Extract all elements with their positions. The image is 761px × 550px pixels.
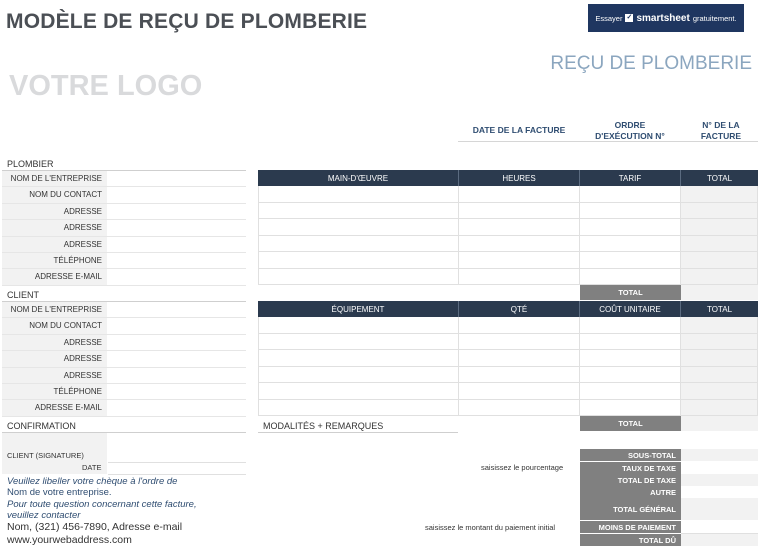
plumber-field-label: ADRESSE bbox=[63, 206, 102, 216]
tax-rate-label: TAUX DE TAXE bbox=[580, 462, 681, 474]
equipment-cell[interactable] bbox=[459, 317, 580, 334]
client-field-value[interactable] bbox=[108, 335, 246, 350]
confirmation-section-label: CONFIRMATION bbox=[7, 421, 76, 431]
client-field-label: ADRESSE bbox=[63, 337, 102, 347]
equipment-cell[interactable] bbox=[580, 383, 681, 400]
total-due-label: TOTAL DÛ bbox=[580, 534, 681, 546]
page-title: MODÈLE DE REÇU DE PLOMBERIE bbox=[6, 10, 368, 33]
tax-total-value[interactable] bbox=[681, 474, 758, 486]
plumber-field-value[interactable] bbox=[108, 187, 246, 202]
invoice-number-label-line2: FACTURE bbox=[700, 131, 742, 141]
less-payment-label: MOINS DE PAIEMENT bbox=[580, 521, 681, 533]
client-field-label: ADRESSE bbox=[63, 370, 102, 380]
labor-column-header: TARIF bbox=[580, 170, 681, 186]
equipment-row bbox=[258, 400, 758, 417]
equipment-column-header: TOTAL bbox=[681, 301, 758, 317]
labor-cell[interactable] bbox=[459, 186, 580, 203]
date-field[interactable] bbox=[108, 462, 246, 475]
labor-header-row bbox=[258, 170, 758, 186]
total-due-value[interactable] bbox=[681, 534, 758, 546]
labor-total-value[interactable] bbox=[681, 285, 758, 300]
equipment-column-header: COÛT UNITAIRE bbox=[580, 301, 681, 317]
plumber-fields bbox=[2, 171, 246, 286]
equipment-row bbox=[258, 334, 758, 351]
client-field-row bbox=[2, 400, 246, 416]
tax-total-label: TOTAL DE TAXE bbox=[580, 474, 681, 486]
equipment-cell[interactable] bbox=[258, 317, 459, 334]
client-section-label: CLIENT bbox=[7, 290, 40, 300]
client-field-row bbox=[2, 384, 246, 400]
banner-free-text: gratuitement. bbox=[692, 13, 737, 23]
invoice-date-label: DATE DE LA FACTURE bbox=[472, 125, 566, 135]
labor-column-header: HEURES bbox=[459, 170, 580, 186]
plumber-field-value[interactable] bbox=[108, 171, 246, 186]
equipment-cell[interactable] bbox=[681, 317, 758, 334]
labor-cell[interactable] bbox=[580, 236, 681, 253]
payment-note-4: veuillez contacter bbox=[7, 510, 81, 521]
plumber-field-row bbox=[2, 187, 246, 203]
equipment-total-label: TOTAL bbox=[580, 416, 681, 431]
plumber-field-label: ADRESSE bbox=[63, 223, 102, 233]
equipment-row bbox=[258, 383, 758, 400]
payment-note-3: Pour toute question concernant cette facture, bbox=[7, 499, 197, 510]
equipment-cell[interactable] bbox=[580, 400, 681, 417]
subtotal-label: SOUS-TOTAL bbox=[580, 449, 681, 461]
client-field-row bbox=[2, 302, 246, 318]
payment-note-1: Veuillez libeller votre chèque à l'ordre de bbox=[7, 476, 178, 487]
labor-cell[interactable] bbox=[681, 186, 758, 203]
payment-note-2: Nom de votre entreprise. bbox=[7, 487, 112, 498]
labor-cell[interactable] bbox=[258, 236, 459, 253]
labor-cell[interactable] bbox=[681, 269, 758, 286]
client-field-label: ADRESSE E-MAIL bbox=[34, 403, 102, 413]
labor-cell[interactable] bbox=[681, 203, 758, 220]
equipment-cell[interactable] bbox=[580, 317, 681, 334]
equipment-cell[interactable] bbox=[580, 334, 681, 351]
banner-brand-text: smartsheet bbox=[636, 12, 690, 24]
plumber-field-value[interactable] bbox=[108, 220, 246, 235]
labor-cell[interactable] bbox=[459, 269, 580, 286]
labor-cell[interactable] bbox=[459, 236, 580, 253]
client-field-value[interactable] bbox=[108, 302, 246, 317]
plumber-field-row bbox=[2, 237, 246, 253]
equipment-cell[interactable] bbox=[681, 350, 758, 367]
equipment-header-row bbox=[258, 301, 758, 317]
plumber-field-row bbox=[2, 220, 246, 236]
payment-hint: saisissez le montant du paiement initial bbox=[425, 523, 556, 532]
equipment-cell[interactable] bbox=[681, 367, 758, 384]
logo-placeholder: VOTRE LOGO bbox=[9, 70, 203, 102]
grand-total-value[interactable] bbox=[681, 498, 758, 520]
equipment-cell[interactable] bbox=[681, 334, 758, 351]
work-order-label-line1: ORDRE bbox=[614, 120, 646, 130]
plumber-field-label: NOM DE L'ENTREPRISE bbox=[10, 174, 102, 183]
equipment-column-header: QTÉ bbox=[459, 301, 580, 317]
equipment-cell[interactable] bbox=[258, 367, 459, 384]
website-line: www.yourwebaddress.com bbox=[7, 534, 132, 546]
plumber-field-row bbox=[2, 171, 246, 187]
equipment-row bbox=[258, 350, 758, 367]
labor-cell[interactable] bbox=[580, 186, 681, 203]
plumber-field-row bbox=[2, 253, 246, 269]
equipment-column-header: ÉQUIPEMENT bbox=[258, 301, 459, 317]
equipment-cell[interactable] bbox=[459, 383, 580, 400]
labor-table bbox=[258, 170, 758, 285]
terms-label: MODALITÉS + REMARQUES bbox=[263, 421, 384, 431]
other-label: AUTRE bbox=[580, 486, 681, 498]
labor-cell[interactable] bbox=[681, 219, 758, 236]
terms-divider bbox=[258, 432, 458, 433]
client-field-label: NOM DU CONTACT bbox=[29, 321, 102, 331]
labor-row bbox=[258, 219, 758, 236]
client-field-value[interactable] bbox=[108, 400, 246, 415]
plumber-field-value[interactable] bbox=[108, 204, 246, 219]
plumber-field-value[interactable] bbox=[108, 253, 246, 268]
client-field-label: ADRESSE bbox=[63, 354, 102, 364]
work-order-label bbox=[580, 120, 680, 142]
equipment-cell[interactable] bbox=[258, 383, 459, 400]
labor-cell[interactable] bbox=[681, 236, 758, 253]
less-payment-value[interactable] bbox=[681, 521, 758, 534]
plumber-field-value[interactable] bbox=[108, 237, 246, 252]
work-order-label-line2: D'EXÉCUTION N° bbox=[595, 131, 665, 141]
plumber-field-row bbox=[2, 269, 246, 285]
client-field-row bbox=[2, 351, 246, 367]
plumber-field-label: TÉLÉPHONE bbox=[53, 255, 102, 265]
labor-cell[interactable] bbox=[258, 186, 459, 203]
equipment-cell[interactable] bbox=[258, 350, 459, 367]
labor-cell[interactable] bbox=[681, 252, 758, 269]
client-field-label: TÉLÉPHONE bbox=[53, 386, 102, 396]
labor-cell[interactable] bbox=[459, 203, 580, 220]
labor-cell[interactable] bbox=[580, 203, 681, 220]
labor-row bbox=[258, 203, 758, 220]
equipment-cell[interactable] bbox=[459, 334, 580, 351]
equipment-total-value[interactable] bbox=[681, 416, 758, 431]
client-field-row bbox=[2, 368, 246, 384]
equipment-table bbox=[258, 301, 758, 416]
grand-total-label: TOTAL GÉNÉRAL bbox=[580, 498, 681, 520]
labor-cell[interactable] bbox=[258, 203, 459, 220]
client-field-value[interactable] bbox=[108, 351, 246, 366]
equipment-cell[interactable] bbox=[258, 334, 459, 351]
equipment-row bbox=[258, 317, 758, 334]
checkmark-icon: ✓ bbox=[626, 14, 633, 21]
labor-cell[interactable] bbox=[580, 219, 681, 236]
client-field-value[interactable] bbox=[108, 368, 246, 383]
client-field-row bbox=[2, 318, 246, 334]
client-field-label: NOM DE L'ENTREPRISE bbox=[10, 305, 102, 314]
subtotal-value[interactable] bbox=[681, 449, 758, 461]
plumber-field-row bbox=[2, 204, 246, 220]
equipment-cell[interactable] bbox=[459, 367, 580, 384]
plumber-field-label: ADRESSE E-MAIL bbox=[34, 272, 102, 282]
labor-cell[interactable] bbox=[580, 269, 681, 286]
equipment-cell[interactable] bbox=[580, 367, 681, 384]
plumber-field-label: ADRESSE bbox=[63, 239, 102, 249]
labor-row bbox=[258, 269, 758, 286]
equipment-cell[interactable] bbox=[681, 400, 758, 417]
labor-cell[interactable] bbox=[258, 269, 459, 286]
client-field-value[interactable] bbox=[108, 384, 246, 399]
invoice-number-label bbox=[690, 120, 752, 142]
tax-rate-hint: saisissez le pourcentage bbox=[481, 463, 564, 472]
labor-cell[interactable] bbox=[459, 219, 580, 236]
labor-row bbox=[258, 186, 758, 203]
client-field-value[interactable] bbox=[108, 318, 246, 333]
equipment-cell[interactable] bbox=[580, 350, 681, 367]
plumber-section-label: PLOMBIER bbox=[7, 159, 54, 169]
equipment-row bbox=[258, 367, 758, 384]
labor-cell[interactable] bbox=[258, 219, 459, 236]
labor-cell[interactable] bbox=[580, 252, 681, 269]
receipt-title: REÇU DE PLOMBERIE bbox=[550, 53, 752, 74]
client-signature-field[interactable] bbox=[108, 433, 246, 463]
invoice-number-label-line1: N° DE LA bbox=[702, 120, 740, 130]
equipment-cell[interactable] bbox=[459, 400, 580, 417]
labor-column-header: MAIN-D'ŒUVRE bbox=[258, 170, 459, 186]
labor-total-label: TOTAL bbox=[580, 285, 681, 300]
client-field-row bbox=[2, 335, 246, 351]
labor-cell[interactable] bbox=[459, 252, 580, 269]
plumber-field-value[interactable] bbox=[108, 269, 246, 284]
labor-column-header: TOTAL bbox=[681, 170, 758, 186]
banner-try-text: Essayer bbox=[595, 13, 623, 23]
labor-cell[interactable] bbox=[258, 252, 459, 269]
equipment-cell[interactable] bbox=[258, 400, 459, 417]
date-label: DATE bbox=[82, 463, 102, 472]
header-divider bbox=[458, 141, 758, 142]
plumber-field-label: NOM DU CONTACT bbox=[29, 190, 102, 200]
client-fields bbox=[2, 302, 246, 417]
equipment-cell[interactable] bbox=[459, 350, 580, 367]
labor-row bbox=[258, 252, 758, 269]
client-signature-label: CLIENT (SIGNATURE) bbox=[7, 451, 84, 460]
contact-line: Nom, (321) 456-7890, Adresse e-mail bbox=[7, 521, 183, 533]
smartsheet-banner[interactable] bbox=[588, 4, 744, 32]
labor-row bbox=[258, 236, 758, 253]
equipment-cell[interactable] bbox=[681, 383, 758, 400]
